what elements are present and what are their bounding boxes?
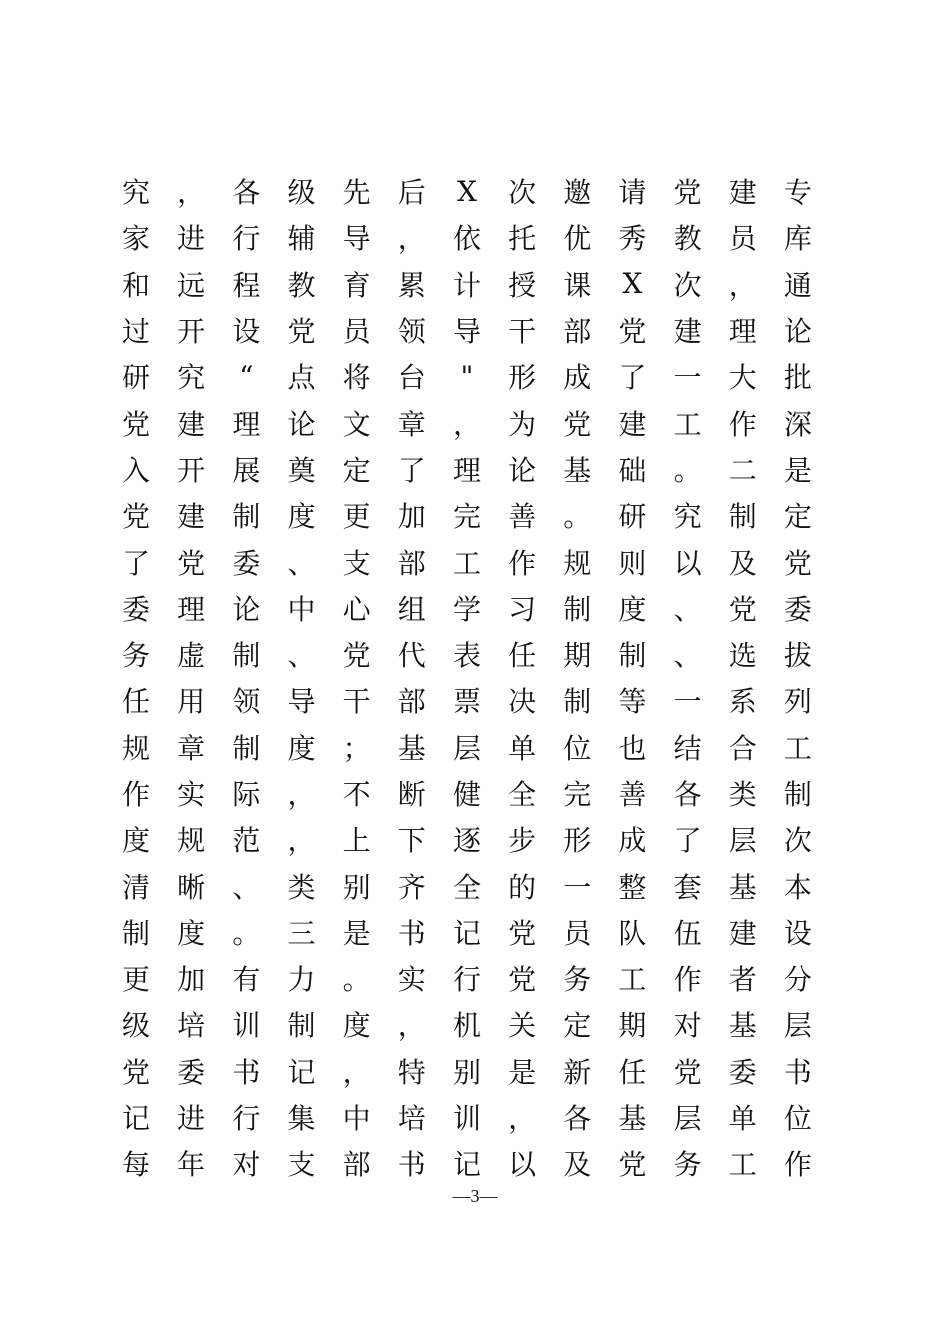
text-line: 党 委 书 记 ， 特 别 是 新 任 党 委 书 [122, 1055, 812, 1089]
text-line: 度 规 范 ， 上 下 逐 步 形 成 了 层 次 [122, 824, 812, 858]
text-line: 究 ， 各 级 先 后 X 次 邀 请 党 建 专 [122, 174, 812, 210]
text-line: 党 建 制 度 更 加 完 善 。 研 究 制 定 [122, 500, 812, 534]
text-line: 和 远 程 教 育 累 计 授 课 X 次 ， 通 [122, 267, 812, 302]
text-line: 每 年 对 支 部 书 记 以 及 党 务 工 作 [122, 1148, 812, 1182]
text-line: 家 进 行 辅 导 ， 依 托 优 秀 教 员 库 [122, 222, 812, 256]
text-line: 制 度 。 三 是 书 记 党 员 队 伍 建 设 [122, 916, 812, 950]
text-line: 级 培 训 制 度 ， 机 关 定 期 对 基 层 [122, 1009, 812, 1043]
text-line: 规 章 制 度 ； 基 层 单 位 也 结 合 工 [122, 731, 812, 765]
text-line: 记 进 行 集 中 培 训 ， 各 基 层 单 位 [122, 1102, 812, 1136]
body-text [122, 168, 812, 1187]
text-line: 委 理 论 中 心 组 学 习 制 度 、 党 委 [122, 592, 812, 626]
text-line: 入 开 展 奠 定 了 理 论 基 础 。 二 是 [122, 453, 812, 487]
text-line: 更 加 有 力 。 实 行 党 务 工 作 者 分 [122, 963, 812, 997]
text-line: 党 建 理 论 文 章 ， 为 党 建 工 作 深 [122, 407, 812, 441]
page-number: —3— [452, 1186, 498, 1206]
text-line: 研 究 “ 点 将 台 " 形 成 了 一 大 批 [122, 359, 812, 395]
text-line: 务 虚 制 、 党 代 表 任 期 制 、 选 拔 [122, 639, 812, 673]
text-line: 作 实 际 ， 不 断 健 全 完 善 各 类 制 [122, 778, 812, 811]
text-line: 过 开 设 党 员 领 导 干 部 党 建 理 论 [122, 315, 812, 349]
text-line: 清 晰 、 类 别 齐 全 的 一 整 套 基 本 [122, 870, 812, 904]
text-line: 任 用 领 导 干 部 票 决 制 等 一 系 列 [122, 685, 812, 719]
text-line: 了 党 委 、 支 部 工 作 规 则 以 及 党 [122, 546, 812, 580]
